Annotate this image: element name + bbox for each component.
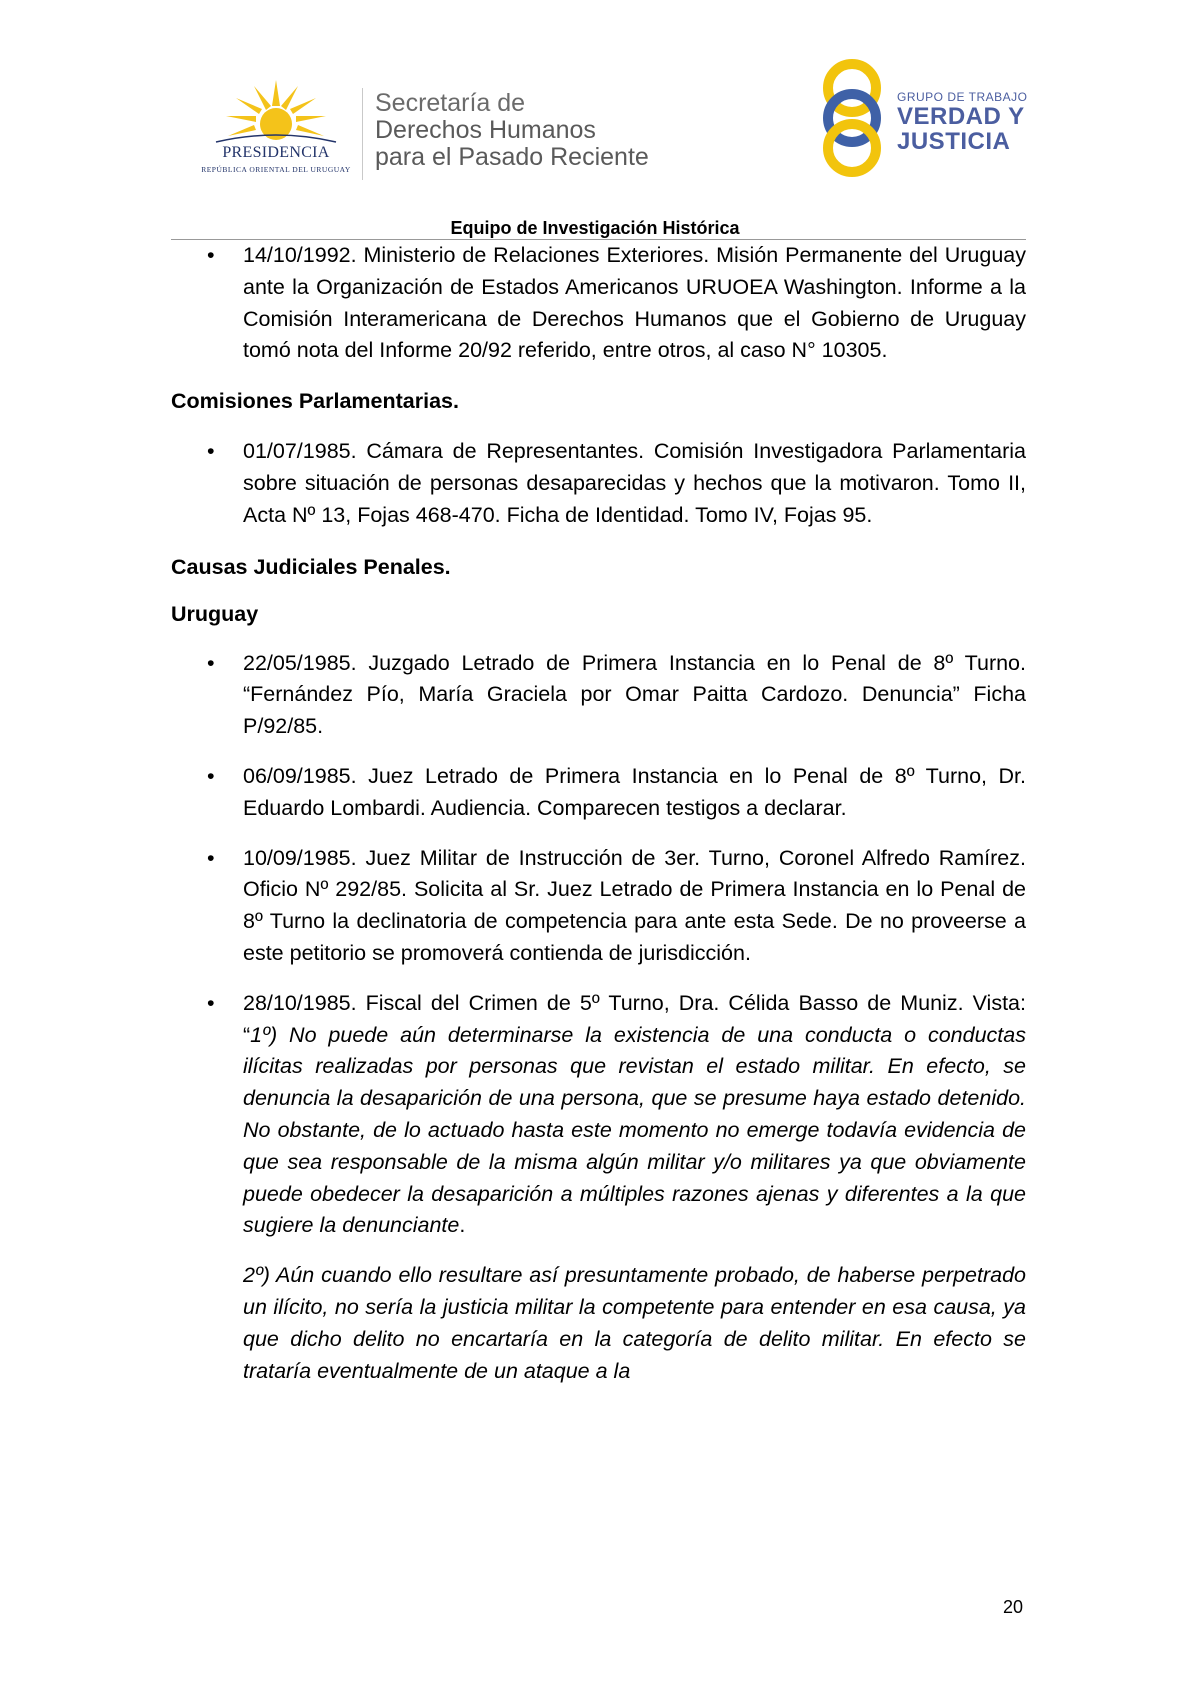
list-item [171,761,1026,825]
grupo-line3: JUSTICIA [897,128,1011,155]
item-text: • 06/09/1985. Juez Letrado de Primera Instancia en lo Penal de 8º Turno, Dr. Eduardo Lombardi. Audiencia. Comparecen testigos a declarar. [243,763,1026,820]
list-item [171,436,1026,531]
secretaria-title [375,90,649,171]
presidencia-label: PRESIDENCIA [222,144,330,161]
quoted-text: 1º) No puede aún determinarse la existencia de una conducta o conductas ilícitas realizadas por personas que revistan el estado militar. En efecto, se denuncia la desaparición de una persona, que se presume haya estado detenido. No obstante, de lo actuado hasta este momento no emerge todavía evidencia de que sea responsable de la misma algún militar y/o militares ya que obviamente puede obedecer la desaparición a múltiples razones ajenas y diferentes a la que sugiere la denunciante [243,1022,1026,1238]
item-text: • 22/05/1985. Juzgado Letrado de Primera Instancia en lo Penal de 8º Turno. “Fernández Pío, María Graciela por Omar Paitta Cardozo. Denuncia” Ficha P/92/85. [243,650,1026,739]
secretaria-line1: Secretaría de [375,89,526,117]
item-text [243,988,1026,1242]
section-heading: Causas Judiciales Penales. [171,554,451,579]
subsection-heading: Uruguay [171,601,259,626]
item-text: • 10/09/1985. Juez Militar de Instrucción de 3er. Turno, Coronel Alfredo Ramírez. Oficio Nº 292/85. Solicita al Sr. Juez Letrado de Primera Instancia en lo Penal de 8º Turno la declinatoria de competencia para ante esta Sede. De no proveerse a este petitorio se promoverá contienda de jurisdicción. [243,845,1026,965]
item-intro: 28/10/1985. Fiscal del Crimen de 5º Turno, Dra. Célida Basso de Muniz. Vista: “ [243,990,1026,1047]
list-item [171,843,1026,970]
page-header [0,0,1190,240]
item-text: • 14/10/1992. Ministerio de Relaciones Exteriores. Misión Permanente del Uruguay ante la Organización de Estados Americanos URUOEA Washington. Informe a la Comisión Interamericana de Derechos Humanos que el Gobierno de Uruguay tomó nota del Informe 20/92 referido, entre otros, al caso N° 10305. [243,243,1026,363]
item-text: • 01/07/1985. Cámara de Representantes. Comisión Investigadora Parlamentaria sobre situación de personas desaparecidas y hechos que la motivaron. Tomo II, Acta Nº 13, Fojas 468-470. Ficha de Identidad. Tomo IV, Fojas 95. [243,439,1026,527]
quoted-paragraph: 2º) Aún cuando ello resultare así presuntamente probado, de haberse perpetrado un ilícito, no sería la justicia militar la competente para entender en esa causa, ya que dicho delito no encartaría en la categoría de delito militar. En efecto se trataría eventualmente de un ataque a la [243,1263,1026,1383]
grupo-line2: VERDAD Y [897,103,1025,130]
list-item [171,648,1026,743]
list-item [171,988,1026,1242]
grupo-trabajo-title [897,90,1027,154]
secretaria-line3: para el Pasado Reciente [375,143,649,171]
grupo-line1: GRUPO DE TRABAJO [897,90,1028,104]
logo-divider [362,88,363,180]
item-end: . [459,1213,466,1238]
section-heading: Comisiones Parlamentarias. [171,389,459,414]
list-item [171,240,1026,367]
page-number: 20 [1003,1597,1024,1617]
document-body [171,240,1026,1387]
team-title: Equipo de Investigación Histórica [450,218,740,238]
presidencia-sublabel: REPÚBLICA ORIENTAL DEL URUGUAY [201,165,351,174]
secretaria-line2: Derechos Humanos [375,116,596,144]
